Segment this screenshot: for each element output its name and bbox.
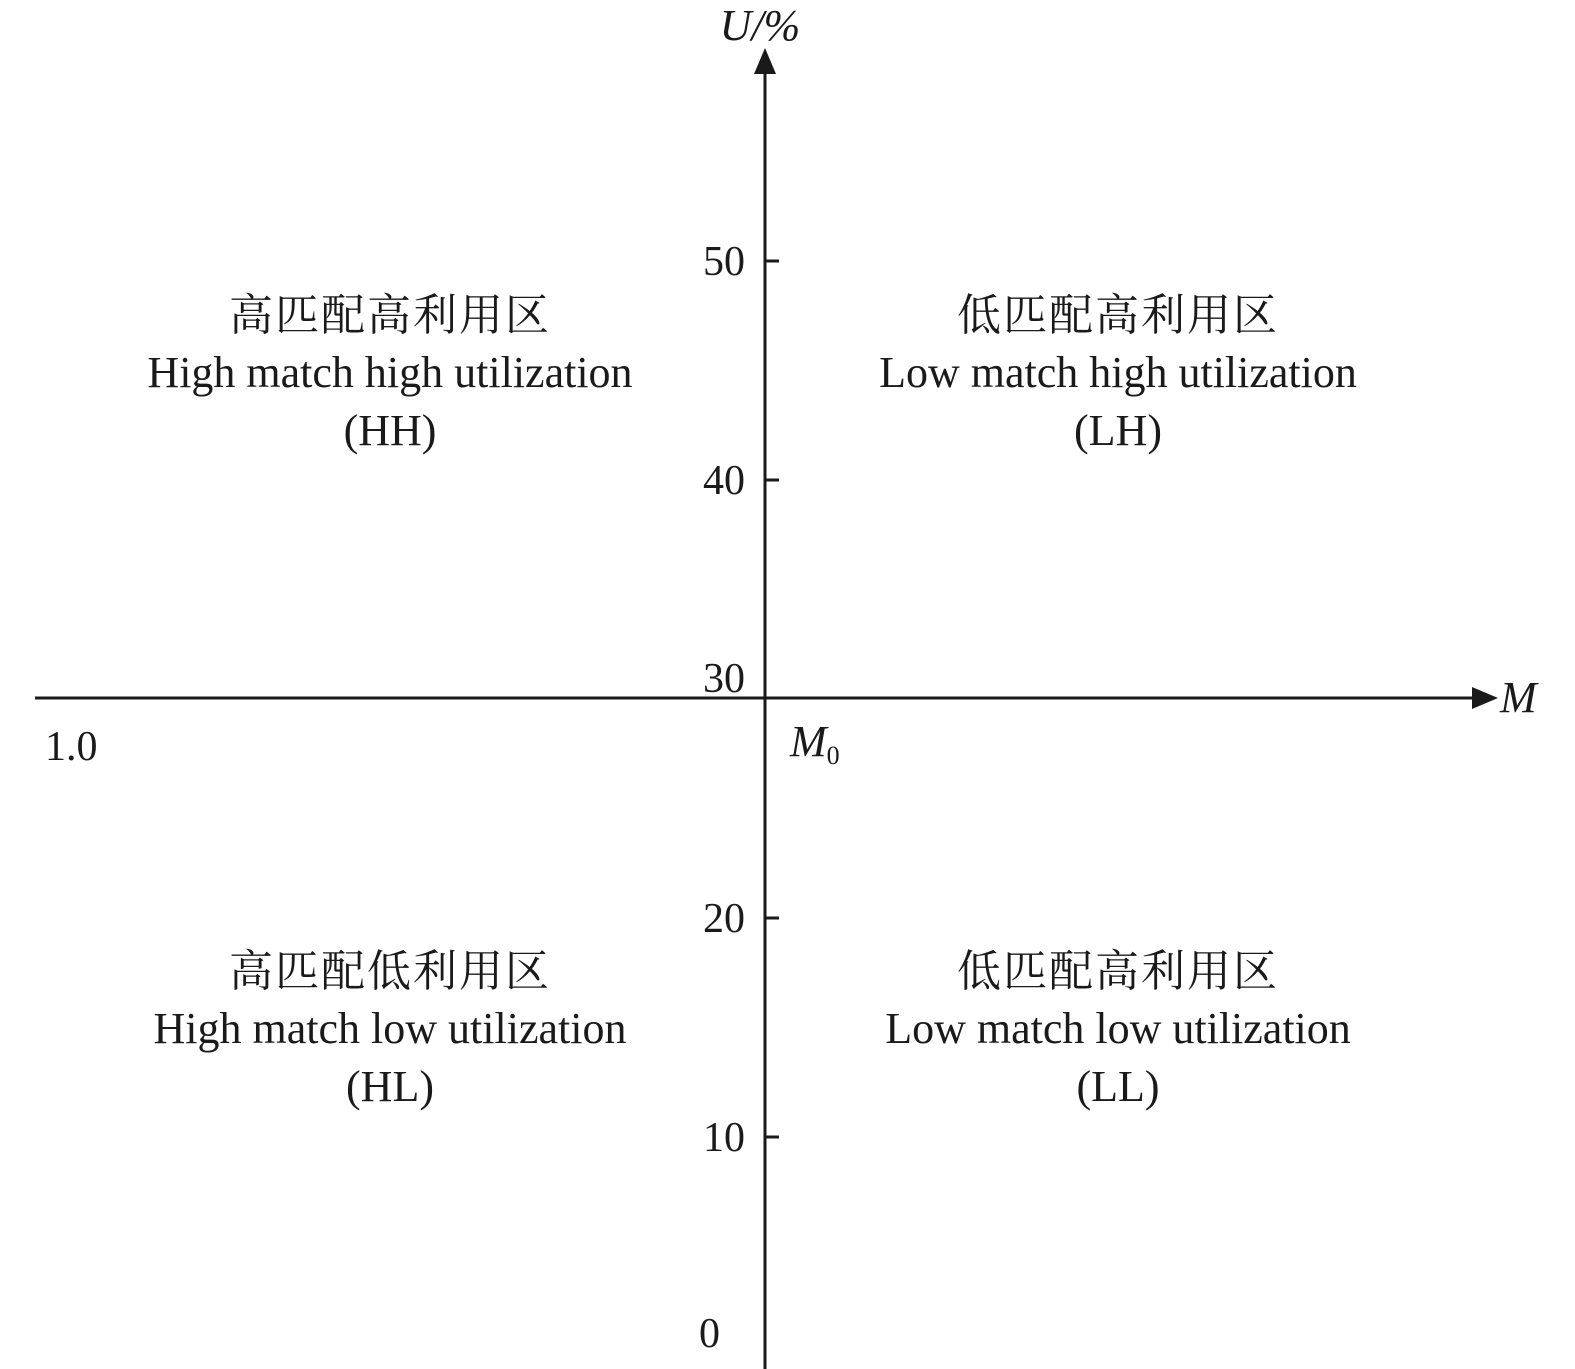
quadrant-lh-code: (LH) [1074,406,1162,455]
quadrant-ll [885,947,1351,1111]
quadrant-ll-code: (LL) [1076,1062,1160,1111]
quadrant-hl [154,947,627,1111]
quadrant-hh-cn: 高匹配高利用区 [229,291,551,340]
origin-label-sub: 0 [826,741,840,770]
quadrant-hh-en: High match high utilization [147,348,633,397]
y-tick-label-50: 50 [703,239,745,285]
quadrant-hh [147,291,632,455]
y-tick-label-30: 30 [703,656,745,702]
quadrant-ll-en: Low match low utilization [885,1004,1351,1053]
y-axis-arrow [754,48,776,74]
origin-label-main: M [790,717,827,766]
x-axis-title: M [1500,673,1537,722]
quadrant-hl-en: High match low utilization [153,1004,627,1053]
quadrant-hl-code: (HL) [346,1062,434,1111]
quadrant-lh-cn: 低匹配高利用区 [957,291,1279,340]
y-axis-title: U/% [719,1,801,50]
x-left-label: 1.0 [45,724,98,770]
quadrant-lh-en: Low match high utilization [879,348,1357,397]
quadrant-hl-cn: 高匹配低利用区 [229,947,551,996]
x-axis-arrow [1472,687,1498,709]
y-tick-label-10: 10 [703,1115,745,1161]
origin-label [789,717,840,770]
y-tick-label-0: 0 [699,1311,720,1357]
quadrant-hh-code: (HH) [343,406,437,455]
y-tick-label-40: 40 [703,458,745,504]
quadrant-lh [879,291,1357,455]
y-tick-label-20: 20 [703,896,745,942]
quadrant-ll-cn: 低匹配高利用区 [957,947,1279,996]
